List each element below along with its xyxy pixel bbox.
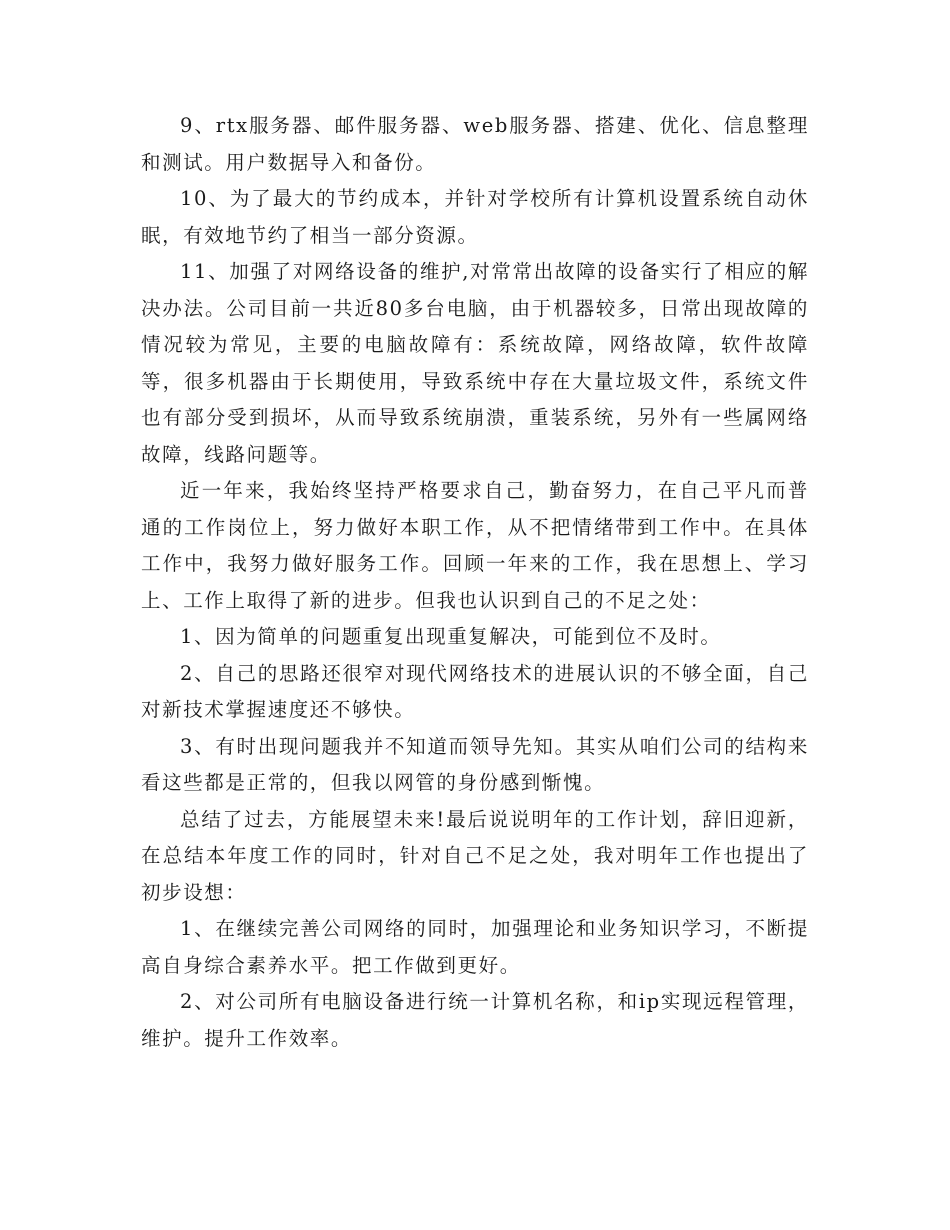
paragraph-shortcoming-2: 2、自己的思路还很窄对现代网络技术的进展认识的不够全面，自己对新技术掌握速度还不够快。 (141, 661, 809, 721)
paragraph-item-10: 10、为了最大的节约成本，并针对学校所有计算机设置系统自动休眠，有效地节约了相当一部分资源。 (141, 187, 809, 247)
paragraph-plan-2: 2、对公司所有电脑设备进行统一计算机名称，和ip实现远程管理，维护。提升工作效率。 (141, 990, 809, 1050)
paragraph-shortcoming-1: 1、因为简单的问题重复出现重复解决，可能到位不及时。 (180, 625, 722, 648)
paragraph-year-summary: 近一年来，我始终坚持严格要求自己，勤奋努力，在自己平凡而普通的工作岗位上，努力做好本职工作，从不把情绪带到工作中。在具体工作中，我努力做好服务工作。回顾一年来的工作，我在思想上、学习上、工作上取得了新的进步。但我也认识到自己的不足之处： (141, 479, 809, 612)
document-body (141, 108, 809, 1057)
paragraph-item-9: 9、rtx服务器、邮件服务器、web服务器、搭建、优化、信息整理和测试。用户数据导入和备份。 (141, 114, 809, 174)
paragraph-next-year-plan: 总结了过去，方能展望未来!最后说说明年的工作计划，辞旧迎新，在总结本年度工作的同时，针对自己不足之处，我对明年工作也提出了初步设想： (141, 807, 809, 904)
paragraph-shortcoming-3: 3、有时出现问题我并不知道而领导先知。其实从咱们公司的结构来看这些都是正常的，但我以网管的身份感到惭愧。 (141, 734, 809, 794)
paragraph-item-11: 11、加强了对网络设备的维护,对常常出故障的设备实行了相应的解决办法。公司目前一共近80多台电脑，由于机器较多，日常出现故障的情况较为常见，主要的电脑故障有：系统故障，网络故障，软件故障等，很多机器由于长期使用，导致系统中存在大量垃圾文件，系统文件也有部分受到损坏，从而导致系统崩溃，重装系统，另外有一些属网络故障，线路问题等。 (141, 260, 809, 466)
paragraph-plan-1: 1、在继续完善公司网络的同时，加强理论和业务知识学习，不断提高自身综合素养水平。把工作做到更好。 (141, 917, 809, 977)
